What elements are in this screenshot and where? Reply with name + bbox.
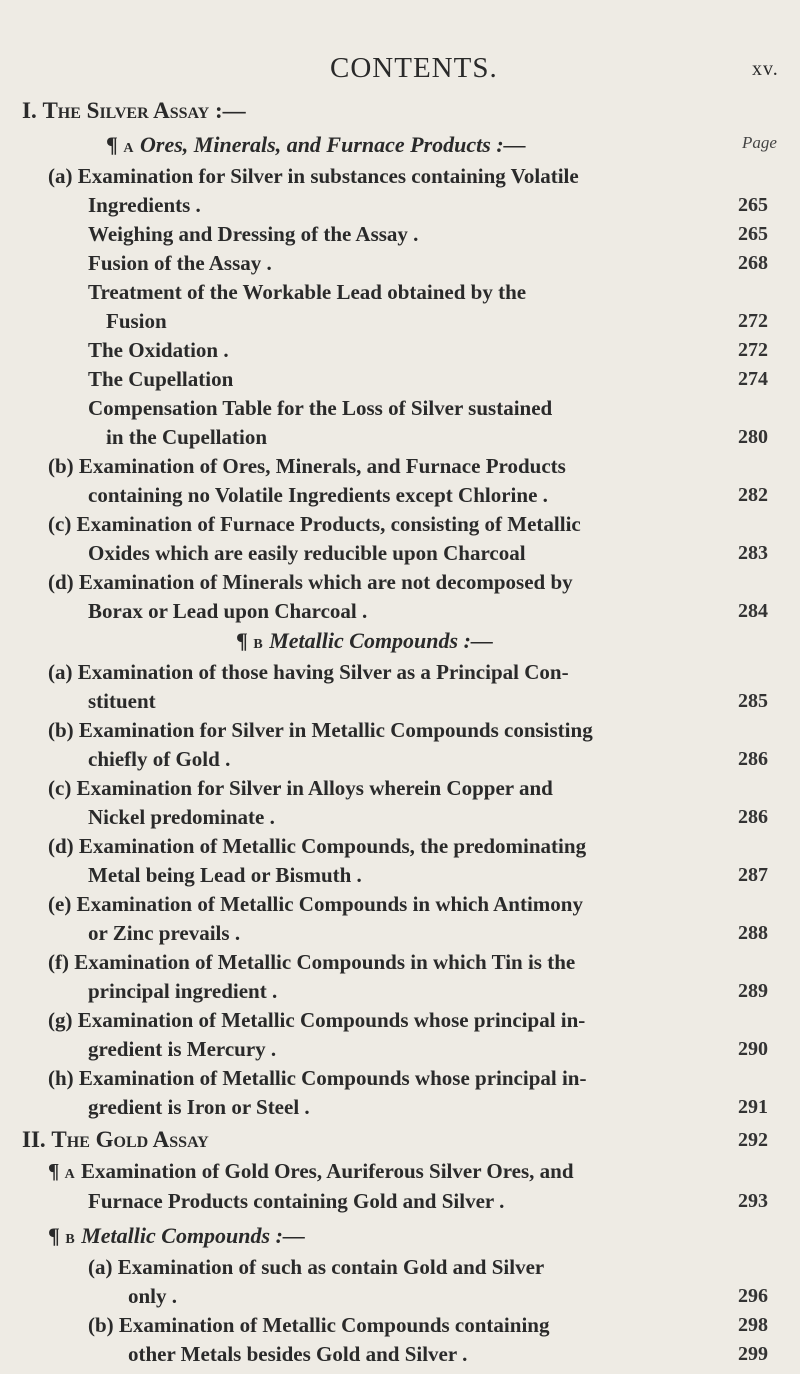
page-header	[0, 52, 800, 92]
page-number: 288	[738, 922, 768, 944]
pilcrow-mark: ¶	[236, 628, 248, 653]
page-number: 293	[738, 1190, 768, 1212]
pilcrow-mark: ¶	[106, 132, 118, 157]
section-title: The Silver Assay :—	[42, 98, 246, 123]
toc-line: or Zinc prevails .	[88, 921, 241, 945]
toc-line: containing no Volatile Ingredients except Chlorine .	[88, 483, 548, 507]
page-number: 280	[738, 426, 768, 448]
page-number: 291	[738, 1096, 768, 1118]
page-number: 268	[738, 252, 768, 274]
page-number: 292	[738, 1129, 768, 1151]
toc-line: (d) Examination of Metallic Compounds, the predominating	[48, 834, 587, 858]
toc-line: only .	[128, 1284, 178, 1308]
page-number: 272	[738, 310, 768, 332]
toc-line: principal ingredient .	[88, 979, 278, 1003]
toc-line: (b) Examination of Ores, Minerals, and Furnace Products	[48, 454, 566, 478]
page-number: 286	[738, 806, 768, 828]
toc-line: stituent	[88, 689, 156, 713]
page-number: 298	[738, 1314, 768, 1336]
paragraph-letter: B	[253, 637, 264, 652]
toc-line: (c) Examination of Furnace Products, consisting of Metallic	[48, 512, 581, 536]
toc-line: Fusion of the Assay .	[88, 251, 272, 275]
toc-line: Fusion	[106, 309, 167, 333]
page-number: 290	[738, 1038, 768, 1060]
paragraph-letter: A	[64, 1167, 76, 1182]
toc-line: Oxides which are easily reducible upon Charcoal	[88, 541, 526, 565]
page-number: 286	[738, 748, 768, 770]
paragraph-heading-ores	[106, 130, 526, 164]
pilcrow-mark: ¶	[48, 1159, 60, 1183]
section-heading-gold	[22, 1125, 209, 1155]
toc-line: gredient is Mercury .	[88, 1037, 277, 1061]
section-numeral: II.	[22, 1127, 46, 1152]
page-number: 265	[738, 223, 768, 245]
toc-line: (a) Examination of such as contain Gold and Silver	[88, 1255, 545, 1279]
paragraph-title: Metallic Compounds :—	[269, 628, 493, 653]
toc-line: (b) Examination of Metallic Compounds containing	[88, 1313, 550, 1337]
paragraph-letter: A	[123, 141, 135, 156]
section-title: The Gold Assay	[51, 1127, 209, 1152]
paragraph-heading-gold-metallic	[48, 1221, 305, 1255]
toc-line: The Cupellation	[88, 367, 234, 391]
page-number: 265	[738, 194, 768, 216]
paragraph-title: Ores, Minerals, and Furnace Products :—	[140, 132, 526, 157]
paragraph-title: Examination of Gold Ores, Auriferous Silver Ores, and	[80, 1159, 574, 1183]
toc-line: (b) Examination for Silver in Metallic Compounds consisting	[48, 718, 593, 742]
toc-line: (h) Examination of Metallic Compounds whose principal in-	[48, 1066, 587, 1090]
toc-line: (e) Examination of Metallic Compounds in which Antimony	[48, 892, 583, 916]
toc-line: Treatment of the Workable Lead obtained by the	[88, 280, 527, 304]
toc-line: Borax or Lead upon Charcoal .	[88, 599, 368, 623]
page-number: 284	[738, 600, 768, 622]
page-number: 287	[738, 864, 768, 886]
toc-line: (c) Examination for Silver in Alloys wherein Copper and	[48, 776, 553, 800]
page-number: 285	[738, 690, 768, 712]
toc-line: in the Cupellation	[106, 425, 268, 449]
toc-line: (f) Examination of Metallic Compounds in which Tin is the	[48, 950, 576, 974]
toc-line: Furnace Products containing Gold and Silver .	[88, 1189, 505, 1213]
toc-line: (g) Examination of Metallic Compounds whose principal in-	[48, 1008, 586, 1032]
paragraph-title: Metallic Compounds :—	[81, 1223, 305, 1248]
paragraph-heading-gold-ores	[48, 1156, 574, 1190]
pilcrow-mark: ¶	[48, 1223, 60, 1248]
toc-line: The Oxidation .	[88, 338, 229, 362]
toc-line: Compensation Table for the Loss of Silver sustained	[88, 396, 553, 420]
toc-line: Nickel predominate .	[88, 805, 275, 829]
paragraph-heading-metallic	[236, 626, 493, 660]
toc-line: Ingredients .	[88, 193, 201, 217]
page-number: 282	[738, 484, 768, 506]
page-number: 289	[738, 980, 768, 1002]
toc-line: Weighing and Dressing of the Assay .	[88, 222, 419, 246]
toc-line: (a) Examination of those having Silver as a Principal Con-	[48, 660, 569, 684]
page-number: 272	[738, 339, 768, 361]
page-numeral: xv.	[752, 58, 779, 80]
section-numeral: I.	[22, 98, 37, 123]
toc-line: gredient is Iron or Steel .	[88, 1095, 310, 1119]
paragraph-letter: B	[65, 1232, 76, 1247]
section-heading-silver	[22, 96, 246, 126]
page-number: 296	[738, 1285, 768, 1307]
page-number: 283	[738, 542, 768, 564]
toc-line: Metal being Lead or Bismuth .	[88, 863, 362, 887]
page-number: 299	[738, 1343, 768, 1365]
toc-line: chiefly of Gold .	[88, 747, 231, 771]
page-number: 274	[738, 368, 768, 390]
page-column-label: Page	[742, 133, 777, 152]
toc-line: other Metals besides Gold and Silver .	[128, 1342, 468, 1366]
toc-line: (a) Examination for Silver in substances containing Volatile	[48, 164, 579, 188]
toc-line: (d) Examination of Minerals which are not decomposed by	[48, 570, 573, 594]
contents-title: CONTENTS.	[330, 52, 498, 84]
